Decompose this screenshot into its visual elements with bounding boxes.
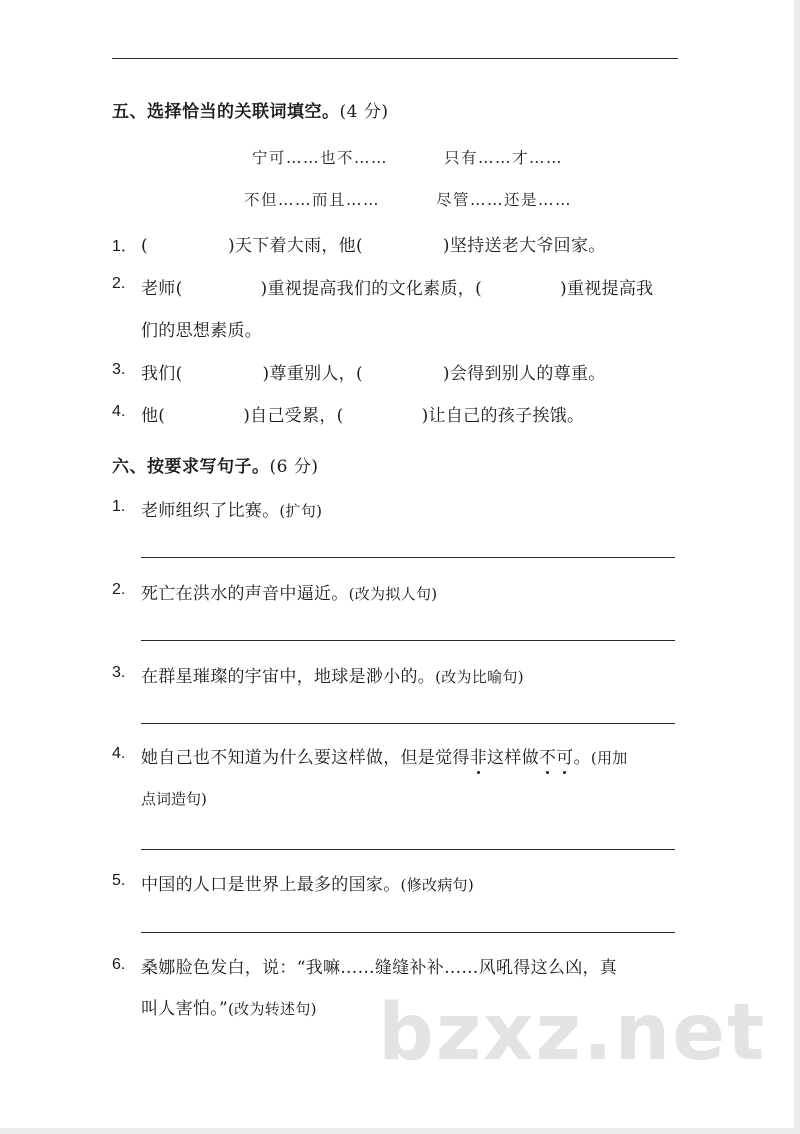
s5-item1-number: 1． xyxy=(112,238,137,255)
option-zhiyou: 只有……才…… xyxy=(444,149,564,167)
option-budan: 不但……而且…… xyxy=(244,191,381,209)
s6-item4-number: 4. xyxy=(112,745,126,762)
section6-heading: 六、按要求写句子。(6 分) xyxy=(112,457,319,477)
top-rule xyxy=(112,58,678,59)
dotted-word: 非 xyxy=(470,743,487,768)
s5-item2-number: 2. xyxy=(112,275,126,292)
s5-item3-number: 3. xyxy=(112,361,126,378)
dotted-word: 不 xyxy=(539,743,556,768)
answer-line[interactable] xyxy=(141,557,675,558)
s6-item5-text: 中国的人口是世界上最多的国家。(修改病句) xyxy=(141,875,475,895)
option-ningke: 宁可……也不…… xyxy=(252,149,389,167)
s6-item4-note-cont: 点词造句) xyxy=(141,790,207,808)
answer-line[interactable] xyxy=(141,849,675,850)
s6-item6-number: 6. xyxy=(112,956,126,973)
section5-heading: 五、选择恰当的关联词填空。(4 分) xyxy=(112,102,389,122)
s6-item3-text: 在群星璀璨的宇宙中，地球是渺小的。(改为比喻句) xyxy=(141,667,524,687)
option-jinguan: 尽管……还是…… xyxy=(436,191,573,209)
s6-item5-number: 5. xyxy=(112,872,126,889)
s6-item2-number: 2. xyxy=(112,581,126,598)
s6-item2-text: 死亡在洪水的声音中逼近。(改为拟人句) xyxy=(141,584,438,604)
s6-item3-number: 3. xyxy=(112,664,126,681)
s5-item2-text: 老师( )重视提高我们的文化素质，( )重视提高我 xyxy=(141,279,654,299)
dotted-word: 可 xyxy=(556,743,573,768)
s5-item1-text: ( )天下着大雨，他( )坚持送老大爷回家。 xyxy=(141,236,606,256)
s6-item1-number: 1. xyxy=(112,498,126,515)
s5-item3-text: 我们( )尊重别人，( )会得到别人的尊重。 xyxy=(141,364,606,384)
s5-item2-text-cont: 们的思想素质。 xyxy=(141,321,263,341)
s6-item4-text: 她自己也不知道为什么要这样做，但是觉得非这样做不可。(用加 xyxy=(141,743,628,768)
answer-line[interactable] xyxy=(141,932,675,933)
s6-item6-text-cont: 叫人害怕。”(改为转述句) xyxy=(141,999,317,1019)
answer-line[interactable] xyxy=(141,723,675,724)
s6-item1-text: 老师组织了比赛。(扩句) xyxy=(141,501,323,521)
s5-item4-number: 4. xyxy=(112,403,126,420)
s5-item4-text: 他( )自己受累，( )让自己的孩子挨饿。 xyxy=(141,406,585,426)
watermark: bzxz.net xyxy=(378,988,767,1078)
s6-item6-text: 桑娜脸色发白，说：“我嘛……缝缝补补……风吼得这么凶，真 xyxy=(141,958,618,978)
answer-line[interactable] xyxy=(141,640,675,641)
